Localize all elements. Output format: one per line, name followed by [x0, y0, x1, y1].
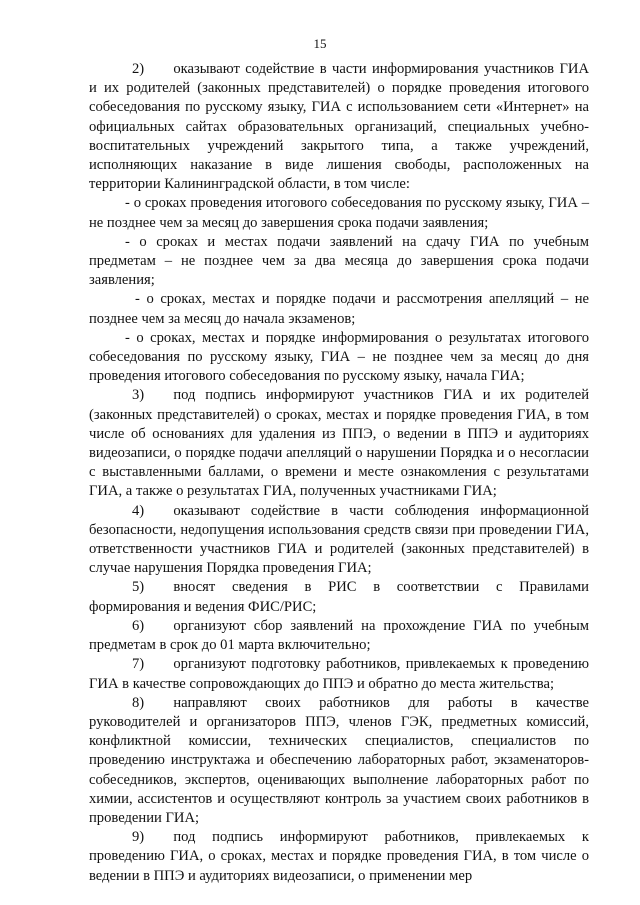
bullet-deadlines-interview: - о сроках проведения итогового собеседования по русскому языку, ГИА – не позднее чем за месяц до завершения срока подачи заявления;	[89, 195, 589, 231]
document-body	[89, 60, 589, 886]
bullet-results-information: - о сроках, местах и порядке информирования о результатах итогового собеседования по русскому языку, ГИА – не позднее чем за месяц до дня проведения итогового собеседования по русскому языку, начала ГИА;	[89, 329, 589, 385]
paragraph-item-5: 5) вносят сведения в РИС в соответствии с Правилами формирования и ведения ФИС/РИС;	[89, 579, 589, 615]
page-number: 15	[313, 36, 327, 51]
paragraph-item-4: 4) оказывают содействие в части соблюдения информационной безопасности, недопущения использования средств связи при проведении ГИА, ответственности участников ГИА и родителей (законных представителей) в случае нарушения Порядка проведения ГИА;	[89, 502, 589, 577]
paragraph-item-8: 8) направляют своих работников для работы в качестве руководителей и организаторов ППЭ, членов ГЭК, предметных комиссий, конфликтной комиссии, технических специалистов, специалистов по проведению инструктажа и обеспечению лабораторных работ, экзаменаторов-собеседников, экспертов, оценивающих выполнение лабораторных работ по химии, ассистентов и осуществляют контроль за участием своих работников в проведении ГИА;	[89, 694, 589, 826]
paragraph-item-9: 9) под подпись информируют работников, привлекаемых к проведению ГИА, о сроках, местах и порядке проведения ГИА, в том числе о ведении в ППЭ и аудиториях видеозаписи, о применении мер	[89, 829, 589, 884]
paragraph-item-6: 6) организуют сбор заявлений на прохождение ГИА по учебным предметам в срок до 01 марта включительно;	[89, 617, 589, 654]
bullet-appeals: - о сроках, местах и порядке подачи и рассмотрения апелляций – не позднее чем за месяц до начала экзаменов;	[89, 291, 589, 327]
paragraph-item-2: 2) оказывают содействие в части информирования участников ГИА и их родителей (законных представителей) о порядке проведения итогового собеседования по русскому языку, ГИА с использованием сети «Интернет» на официальных сайтах образовательных организаций, специальных учебно-воспитательных учреждений закрытого типа, а также учреждений, исполняющих наказание в виде лишения свободы, расположенных на территории Калининградской области, в том числе:	[89, 61, 589, 193]
bullet-application-places: - о сроках и местах подачи заявлений на сдачу ГИА по учебным предметам – не позднее чем за два месяца до завершения срока подачи заявления;	[89, 233, 589, 289]
paragraph-item-7: 7) организуют подготовку работников, привлекаемых к проведению ГИА в качестве сопровождающих до ППЭ и обратно до места жительства;	[89, 656, 589, 692]
paragraph-item-3: 3) под подпись информируют участников ГИА и их родителей (законных представителей) о сроках, местах и порядке проведения ГИА, в том числе об основаниях для удаления из ППЭ, о ведении в ППЭ и аудиториях видеозаписи, о порядке подачи апелляций о нарушении Порядка и о несогласии с выставленными баллами, о времени и месте ознакомления с результатами ГИА, а также о результатах ГИА, полученных участниками ГИА;	[89, 387, 589, 500]
